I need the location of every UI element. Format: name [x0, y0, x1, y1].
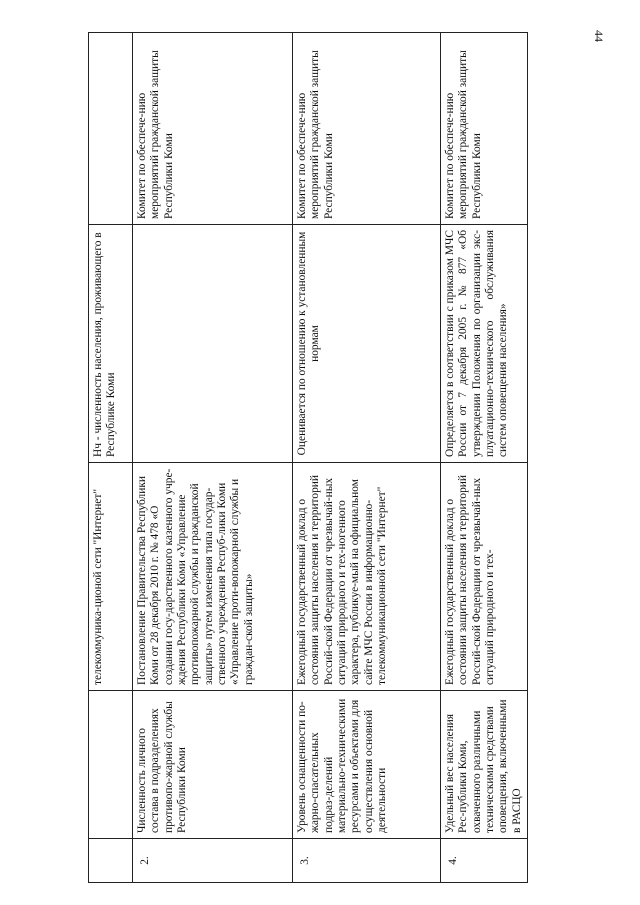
- source-cell: телекоммуника-ционой сети "Интернет": [89, 463, 133, 691]
- rotated-page: [88, 33, 522, 883]
- method-cell: Нч - численность населения, проживающего в Республике Коми: [89, 225, 133, 463]
- responsible-cell: [89, 33, 133, 225]
- method-cell: Оценивается по отношению к установленным нормам: [293, 225, 441, 463]
- source-cell: Постановление Правительства Республики Коми от 28 декабря 2010 г. № 478 «О создании госу-дарственного казенного учре-ждения Республики Коми «Управление противопожарной службы и гражданской защиты» путем изменения типа государ-ственного учреждения Респуб-лики Коми «Управление проти-вопожарной службы и граждан-ской защиты»: [133, 463, 293, 691]
- indicator-cell: Уровень оснащенности по-жарно-спасательных подраз-делений материально-техническими ресурсами и объектами для осуществления основной деятельности: [293, 691, 441, 839]
- row-number: 3.: [293, 839, 441, 883]
- responsible-cell: Комитет по обеспече-нию мероприятий гражданской защиты Республики Коми: [441, 33, 528, 225]
- indicator-cell: Численность личного состава в подразделениях противопо-жарной службы Республики Коми: [133, 691, 293, 839]
- method-cell: Определяется в соответствии с приказом МЧС России от 7 декабря 2005 г. № 877 «Об утверждении Положения по организации экс-плуатационно-технического обслуживания систем оповещения населения»: [441, 225, 528, 463]
- method-cell: [133, 225, 293, 463]
- indicator-cell: [89, 691, 133, 839]
- source-cell: Ежегодный государственный доклад о состоянии защиты населения и территорий Россий-ской Федерации от чрезвычай-ных ситуаций природного и тех-ногенного характера, публикуе-мый на официальном сайте МЧС России в информационно-телекоммуникационной сети "Интернет": [293, 463, 441, 691]
- table-row: [293, 33, 441, 883]
- page-number: 44: [592, 30, 606, 42]
- table-row: [89, 33, 133, 883]
- table-row: [441, 33, 528, 883]
- row-number: [89, 839, 133, 883]
- responsible-cell: Комитет по обеспече-нию мероприятий гражданской защиты Республики Коми: [293, 33, 441, 225]
- source-cell: Ежегодный государственный доклад о состоянии защиты населения и территорий Россий-ской Федерации от чрезвычай-ных ситуаций природного и тех-: [441, 463, 528, 691]
- row-number: 4.: [441, 839, 528, 883]
- row-number: 2.: [133, 839, 293, 883]
- table-row: [133, 33, 293, 883]
- responsible-cell: Комитет по обеспече-нию мероприятий гражданской защиты Республики Коми: [133, 33, 293, 225]
- indicators-table: [88, 32, 528, 883]
- indicator-cell: Удельный вес населения Рес-публики Коми, охваченного различными техническими средствами оповещения, включенными в РАСЦО: [441, 691, 528, 839]
